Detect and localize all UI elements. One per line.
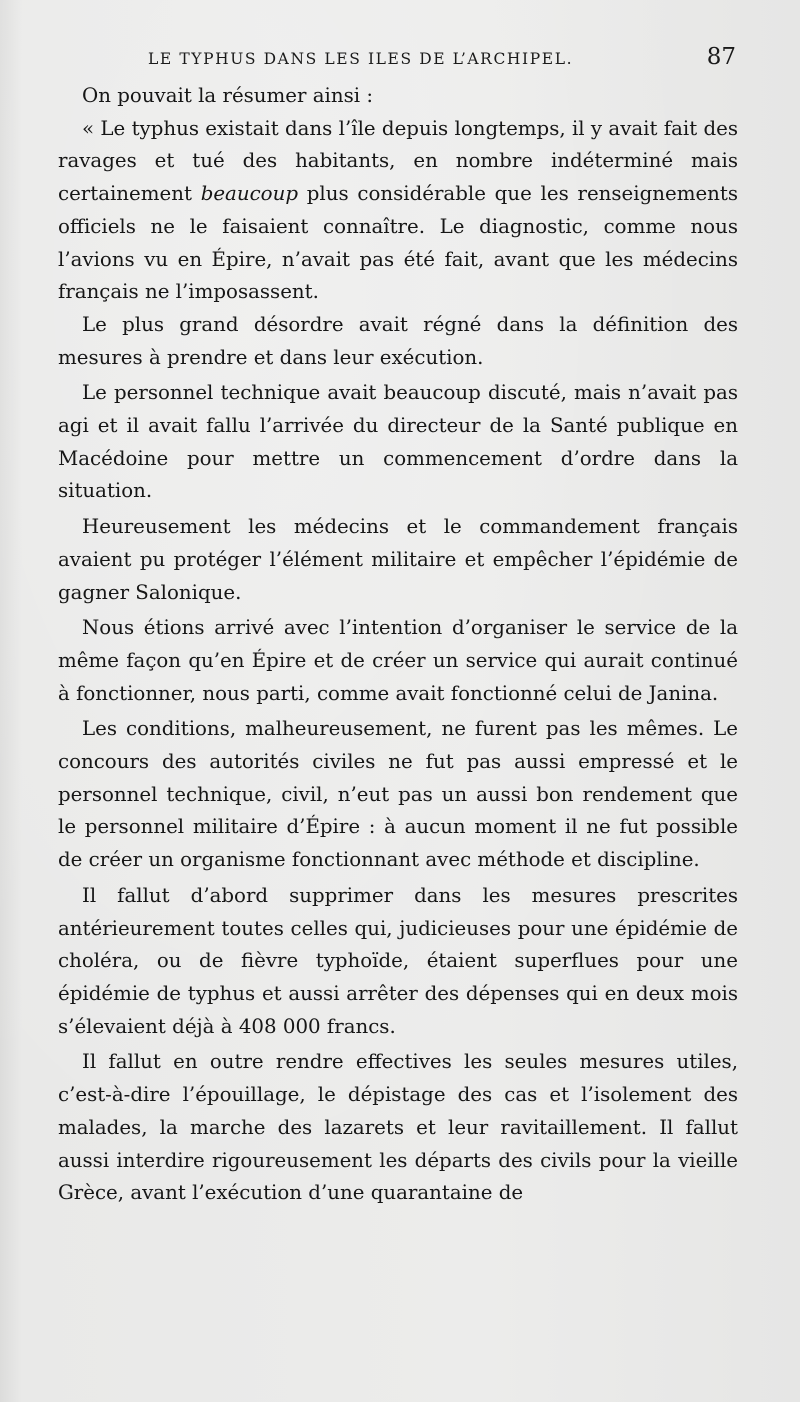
running-title: LE TYPHUS DANS LES ILES DE L’ARCHIPEL. bbox=[148, 50, 574, 68]
paragraph-disorder: Le plus grand désordre avait régné dans la définition des mesures à prendre et dans leur exécution. bbox=[58, 312, 738, 369]
paragraph-intro: On pouvait la résumer ainsi : bbox=[82, 84, 374, 107]
paragraph-protection: Heureusement les médecins et le commandement français avaient pu protéger l’élément militaire et empêcher l’épidémie de gagner Salonique. bbox=[58, 515, 738, 604]
paragraph-text: « Le typhus existait dans l’île depuis longtemps, il y avait fait des ravages et tué des habitants, en nombre indéterminé mais certainement bbox=[58, 116, 738, 206]
paragraph-technical-staff: Le personnel technique avait beaucoup discuté, mais n’avait pas agi et il avait fallu l’arrivée du directeur de la Santé publique en Macédoine pour mettre un commencement d’ordre dans la situation. bbox=[58, 381, 738, 503]
paragraph-conditions: Les conditions, malheureusement, ne furent pas les mêmes. Le concours des autorités civiles ne fut pas aussi empressé et le personnel technique, civil, n’eut pas un aussi bon rendement que le personnel militaire d’Épire : à aucun moment il ne fut possible de créer un organisme fonctionnant avec méthode et discipline. bbox=[58, 717, 738, 872]
paragraph-intention: Nous étions arrivé avec l’intention d’organiser le service de la même façon qu’en Épire et de créer un service qui aurait continué à fonctionner, nous parti, comme avait fonctionné celui de Janina. bbox=[58, 616, 738, 705]
emphasis-text: beaucoup bbox=[200, 182, 298, 206]
paragraph-text: plus considérable que les renseignements officiels ne le faisaient connaître. Le diagnostic, comme nous l’avions vu en Épire, n’avait pas été fait, avant que les médecins français ne l’imposassent. bbox=[58, 182, 739, 304]
paragraph-measures: Il fallut en outre rendre effectives les seules mesures utiles, c’est-à-dire l’épouillage, le dépistage des cas et l’isolement des malades, la marche des lazarets et leur ravitaillement. Il fallut aussi interdire rigoureusement les départs des civils pour la vieille Grèce, avant l’exécution d’une quarantaine de bbox=[58, 1050, 738, 1205]
paragraph-suppression: Il fallut d’abord supprimer dans les mesures prescrites antérieurement toutes celles qui, judicieuses pour une épidémie de choléra, ou de fièvre typhoïde, étaient superflues pour une épidémie de typhus et aussi arrêter des dépenses qui en deux mois s’élevaient déjà à 408 000 francs. bbox=[58, 883, 738, 1038]
page-number: 87 bbox=[706, 44, 736, 70]
body-text bbox=[58, 80, 738, 1210]
paragraph-quote-typhus bbox=[58, 113, 738, 309]
page-header bbox=[148, 44, 738, 74]
